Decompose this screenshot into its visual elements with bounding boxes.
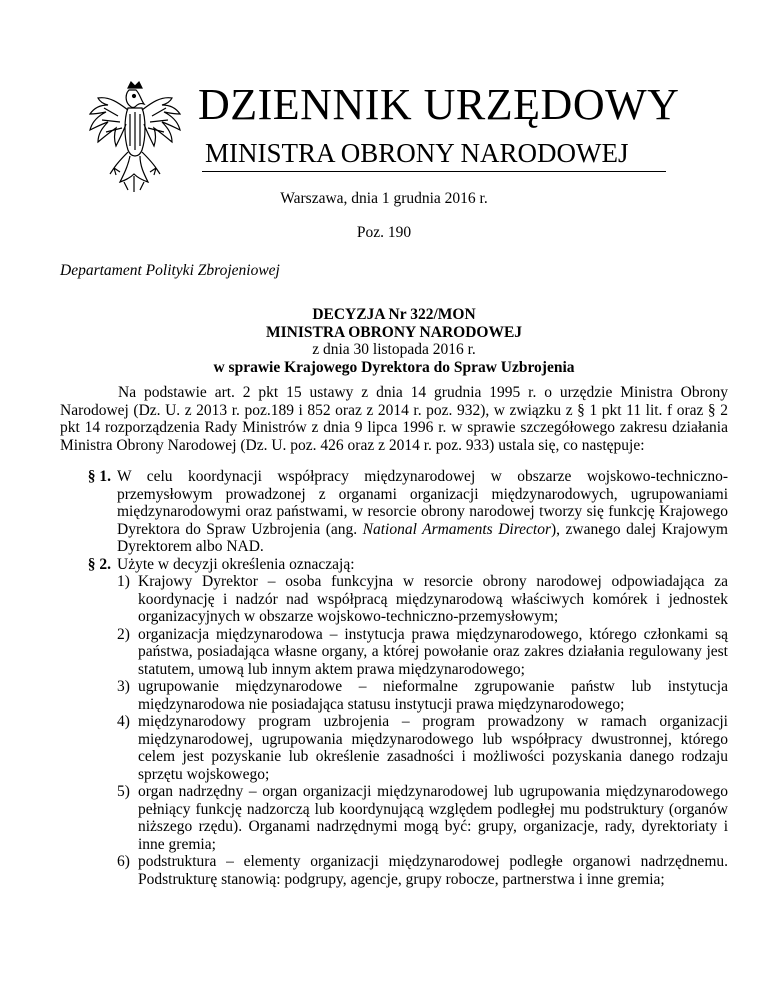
list-item [117,678,728,713]
document-body [60,384,728,888]
list-item-number: 4) [117,713,130,730]
list-item-text: międzynarodowy program uzbrojenia – program prowadzony w ramach organizacji międzynarodowej, ugrupowania międzynarodowego lub współpracy dwustronnej, którego celem jest pozyskanie lub określenie zasadności i możliwości pozyskania danego rodzaju sprzętu wojskowego; [138,713,728,783]
list-item [117,783,728,853]
place-date: Warszawa, dnia 1 grudnia 2016 r. [280,190,488,207]
list-item-number: 5) [117,783,130,800]
section-2 [60,556,728,889]
list-item-text: Krajowy Dyrektor – osoba funkcyjna w resorcie obrony narodowej odpowiadająca za koordynację i nadzór nad współpracą międzynarodową właściwych komórek i jednostek organizacyjnych w obszarze wojskowo-techniczno-przemysłowym; [138,573,728,625]
list-item [117,713,728,783]
section-text [117,556,728,889]
department-name: Departament Polityki Zbrojeniowej [60,262,280,279]
list-item [117,573,728,626]
decision-subject: w sprawie Krajowego Dyrektora do Spraw Uzbrojenia [213,358,575,376]
list-item-text: podstruktura – elementy organizacji międzynarodowej podległe organowi nadrzędnemu. Podstrukturę stanowią: podgrupy, agencje, grupy robocze, partnerstwa i inne gremia; [138,853,728,888]
legal-basis-paragraph: Na podstawie art. 2 pkt 15 ustawy z dnia 14 grudnia 1995 r. o urzędzie Ministra Obrony Narodowej (Dz. U. z 2013 r. poz.189 i 852 oraz z 2014 r. poz. 932), w związku z § 1 pkt 11 lit. f oraz § 2 pkt 14 rozporządzenia Rady Ministrów z dnia 9 lipca 1996 r. w sprawie szczegółowego zakresu działania Ministra Obrony Narodowej (Dz. U. poz. 426 oraz z 2014 r. poz. 933) ustala się, co następuje: [60,384,728,454]
masthead-divider [202,171,666,172]
section-text: W celu koordynacji współpracy międzynarodowej w obszarze wojskowo-techniczno-przemysłowym prowadzonej z organami organizacji międzynarodowych, ugrupowaniami międzynarodowymi oraz państwami, w resorcie obrony narodowej tworzy się funkcję Krajowego Dyrektora do Spraw Uzbrojenia (ang. National Armaments Director), zwanego dalej Krajowym Dyrektorem albo NAD. [117,468,728,555]
list-item-text: organ nadrzędny – organ organizacji międzynarodowej lub ugrupowania międzynarodowego pełniący funkcję nadzorczą lub koordynującą względem podległej mu podstruktury (organów niższego rzędu). Organami nadrzędnymi mogą być: grupy, organizacje, rady, dyrektoriaty i inne gremia; [138,783,728,853]
italic-term: National Armaments Director [362,520,551,538]
list-item [117,626,728,679]
decision-title-block [60,306,728,376]
decision-date: z dnia 30 listopada 2016 r. [312,341,476,358]
list-item-text: organizacja międzynarodowa – instytucja prawa międzynarodowego, którego członkami są państwa, posiadająca własne organy, a której powołanie oraz zakres działania regulowany jest statutem, umową lub innym aktem prawa międzynarodowego; [138,625,728,678]
masthead-title: DZIENNIK URZĘDOWY [198,80,680,129]
position-number: Poz. 190 [356,224,412,241]
list-item-number: 1) [117,573,130,590]
polish-eagle-emblem-icon [84,78,186,196]
list-item [117,853,728,888]
list-item-number: 6) [117,853,130,870]
decision-number: DECYZJA Nr 322/MON [312,306,476,323]
definitions-list [117,573,728,888]
list-item-text: ugrupowanie międzynarodowe – nieformalne zgrupowanie państw lub instytucja międzynarodowa nie posiadająca statusu instytucji prawa międzynarodowego; [138,678,728,713]
section-1 [60,468,728,556]
list-item-number: 2) [117,625,130,643]
section-number: § 1. [87,468,111,485]
decision-issuer: MINISTRA OBRONY NARODOWEJ [265,323,523,341]
section-lead: Użyte w decyzji określenia oznaczają: [117,555,355,573]
masthead-subtitle: MINISTRA OBRONY NARODOWEJ [205,138,629,168]
list-item-number: 3) [117,678,130,695]
section-number: § 2. [87,555,111,573]
